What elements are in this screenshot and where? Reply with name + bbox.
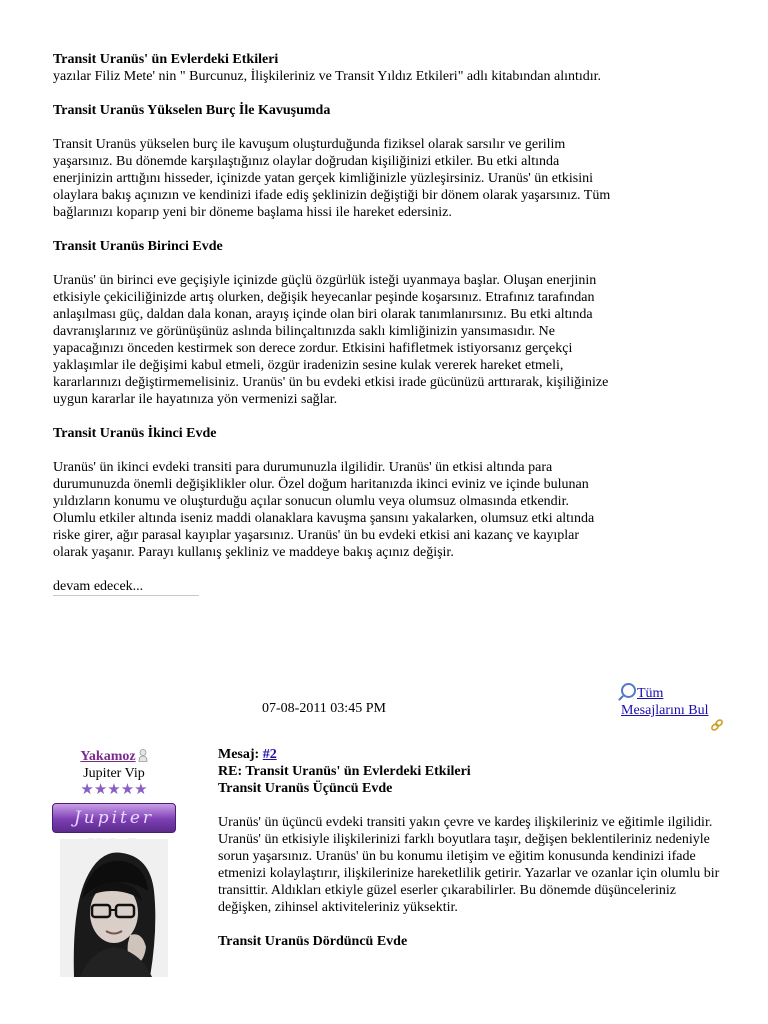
continued-text: devam edecek... bbox=[53, 579, 144, 594]
username-link[interactable]: Yakamoz bbox=[80, 749, 136, 764]
section-body-second-house: Uranüs' ün ikinci evdeki transiti para durumunuzla ilgilidir. Uranüs' ün etkisi altında para durumunuzda önemli değişiklikler olur. Özel doğum haritanızda ikinci eviniz ve içinde bulunan yıldızların konumu ve oluşturduğu açılar sonucun olumlu veya olumsuz olmasında etkendir. Olumlu etkiler altında iseniz maddi olanaklara kavuşma şansını yakalarken, olumsuz etki altında riske girer, ağır parasal kayıplar yaşarsınız. Uranüs' ün bu evdeki etkisi ani kazanç ve kayıplar olarak yaşanır. Parayı kullanış şekliniz ve maddeye bakış açınız değişir. bbox=[53, 460, 595, 560]
find-all-posts-link[interactable]: Tüm Mesajlarını Bul bbox=[621, 686, 709, 718]
section-body-third-house: Uranüs' ün üçüncü evdeki transiti yakın çevre ve kardeş ilişkileriniz ve eğitimle ilgilidir. Uranüs' ün etkisiyle ilişkilerinizi farklı boyutlara taşır, değişen beklentileriniz nedeniyle sorun yaşarsınız. Uranüs' ün bu konumu iletişim ve eğitim konusunda kendinizi ifade etmenizi kolaylaştırır, ilişkilerinize hareketlilik getirir. Yazarlar ve ozanlar için olumlu bir transittir. Aldıkları etkiyle güzel eserler çıkarabilirler. Bu dönemde düşünceleriniz değişken, zihinsel aktiviteleriniz yüksektir. bbox=[218, 815, 720, 915]
rank-stars: ★★★★★ bbox=[80, 782, 148, 798]
user-rank: Jupiter Vip bbox=[83, 766, 145, 781]
message-header bbox=[218, 746, 728, 763]
post-title: Transit Uranüs' ün Evlerdeki Etkileri bbox=[53, 52, 279, 67]
post-divider bbox=[53, 595, 199, 596]
message-number-link[interactable]: #2 bbox=[262, 747, 277, 762]
section-body-first-house: Uranüs' ün birinci eve geçişiyle içinizde güçlü özgürlük isteği uyanmaya başlar. Oluşan enerjinin etkisiyle çekiciliğinizde artış olurken, değişik heyecanlar peşinde koşarsınız. Etrafınız tarafından anlaşılması güç, daldan dala konan, arayış içinde olan biri olarak tanımlanırsınız. Bu etki altında davranışlarınız ve görünüşünüz aslında bilinçaltınızda saklı kimliğinizin yansımasıdır. Ne yapacağınızı önceden kestirmek son derece zordur. Etkisini hafifletmek istiyorsanız gerçekçi yaklaşımlar ile değişimi kabul etmeli, özgür iradenizin sesine kulak vererek hareket etmeli, kararlarınızı değiştirmemelisiniz. Uranüs' ün bu evdeki etkisi irade gücünüzü arttırarak, kişiliğinize uygun kararlar ile hayatınıza yön vermenizi sağlar. bbox=[53, 273, 609, 407]
second-post bbox=[218, 746, 728, 967]
section-heading-ascendant: Transit Uranüs Yükselen Burç İle Kavuşumda bbox=[53, 103, 331, 118]
message-label: Mesaj: bbox=[218, 747, 260, 762]
find-all-posts[interactable] bbox=[621, 683, 711, 719]
section-heading-second-house: Transit Uranüs İkinci Evde bbox=[53, 426, 217, 441]
magnifier-icon bbox=[621, 683, 636, 698]
user-avatar bbox=[60, 839, 168, 977]
message-subject: RE: Transit Uranüs' ün Evlerdeki Etkileri bbox=[218, 764, 471, 779]
offline-status-icon bbox=[138, 749, 148, 762]
section-heading-first-house: Transit Uranüs Birinci Evde bbox=[53, 239, 223, 254]
first-post-content bbox=[53, 51, 613, 596]
post-intro: yazılar Filiz Mete' nin " Burcunuz, İlişkileriniz ve Transit Yıldız Etkileri" adlı kitabından alıntıdır. bbox=[53, 69, 602, 84]
section-body-ascendant: Transit Uranüs yükselen burç ile kavuşum oluşturduğunda fiziksel olarak sarsılır ve gerilim yaşarsınız. Bu dönemde karşılaştığınız olaylar doğrudan kişiliğinizi etkiler. Bu etki altında enerjinizin arttığını hisseder, içinizde yatan gerçek kimliğinizle yüzleşirsiniz. Uranüs' ün etkisini olaylara bakış açınızın ve kendinizi ifade ediş şeklinizin değiştiği bir dönem olarak yaşarsınız. Tüm bağlarınızı koparıp yeni bir döneme başlama hissi ile hareket edersiniz. bbox=[53, 137, 611, 220]
section-heading-fourth-house: Transit Uranüs Dördüncü Evde bbox=[218, 934, 408, 949]
post-meta-row bbox=[0, 680, 768, 740]
section-heading-third-house: Transit Uranüs Üçüncü Evde bbox=[218, 781, 393, 796]
link-icon[interactable] bbox=[710, 718, 724, 732]
vip-badge: Jupiter bbox=[52, 803, 176, 833]
post-date: 07-08-2011 03:45 PM bbox=[262, 701, 386, 716]
user-info-panel bbox=[52, 748, 176, 977]
